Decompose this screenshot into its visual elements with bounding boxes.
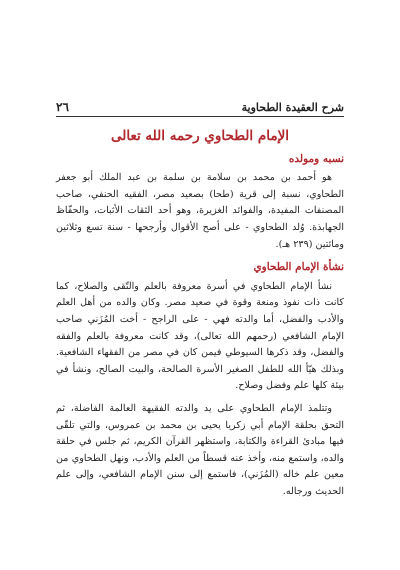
section-heading: نشأة الإمام الطحاوي <box>253 261 344 274</box>
paragraph: وتتلمذ الإمام الطحاوي على يد والدته الفقيهة العالمة الفاضلة، ثم التحق بحلقة الإمام أبي زكريا يحيى بن محمد بن عمروس، والتي تلقّى فيها مبادئ القراءة والكتابة، واستظهر القرآن الكريم، ثم جلس في حلقة والده، واستمع منه، وأخذ عنه قسطاً من العلم والأدب، ونهل الطحاوي من معين علم خاله (المُزَني)، فاستمع إلى سنن الإمام الشافعي، وإلى علم الحديث ورجاله. <box>56 402 344 497</box>
paragraph: هو أحمد بن محمد بن سلامة بن سلمة بن عبد الملك أبو جعفر الطحاوي، نسبة إلى قرية (طحا) بصعيد مصر، الفقيه الحنفي، صاحب المصنفات المفيدة، والفوائد الغزيرة، وهو أحد الثقات الأثبات، والحفّاظ الجهابذة. وُلد الطحاوي - على أصح الأقوال وأرجحها - سنة تسع وثلاثين ومائتين (٢٣٩ هـ). <box>56 172 344 250</box>
page-number: ٢٦ <box>56 100 69 114</box>
chapter-title: الإمام الطحاوي رحمه الله تعالى <box>110 128 290 144</box>
section-heading: نسبه ومولده <box>288 152 344 165</box>
running-title: شرح العقيدة الطحاوية <box>241 101 344 114</box>
paragraph: نشأ الإمام الطحاوي في أسرة معروفة بالعلم والتّقى والصلاح، كما كانت ذات نفوذ ومنعة وقوة في صعيد مصر. وكان والده من أهل العلم والأدب والفضل، أما والدته فهي - على الراجح - أخت المُزَني صاحب الإمام الشافعي (رحمهم الله تعالى)، وقد كانت معروفة بالعلم والفقه والفضل، وقد ذكرها السيوطي فيمن كان في مصر من الفقهاء الشافعية. وبذلك هيّأ الله للطفل الصغير الأسرة الصالحة، والبيت الصالح، ونشأ في بيئة كلها علم وفضل وصلاح. <box>56 280 344 392</box>
running-header <box>56 96 344 117</box>
page-content <box>56 128 344 506</box>
